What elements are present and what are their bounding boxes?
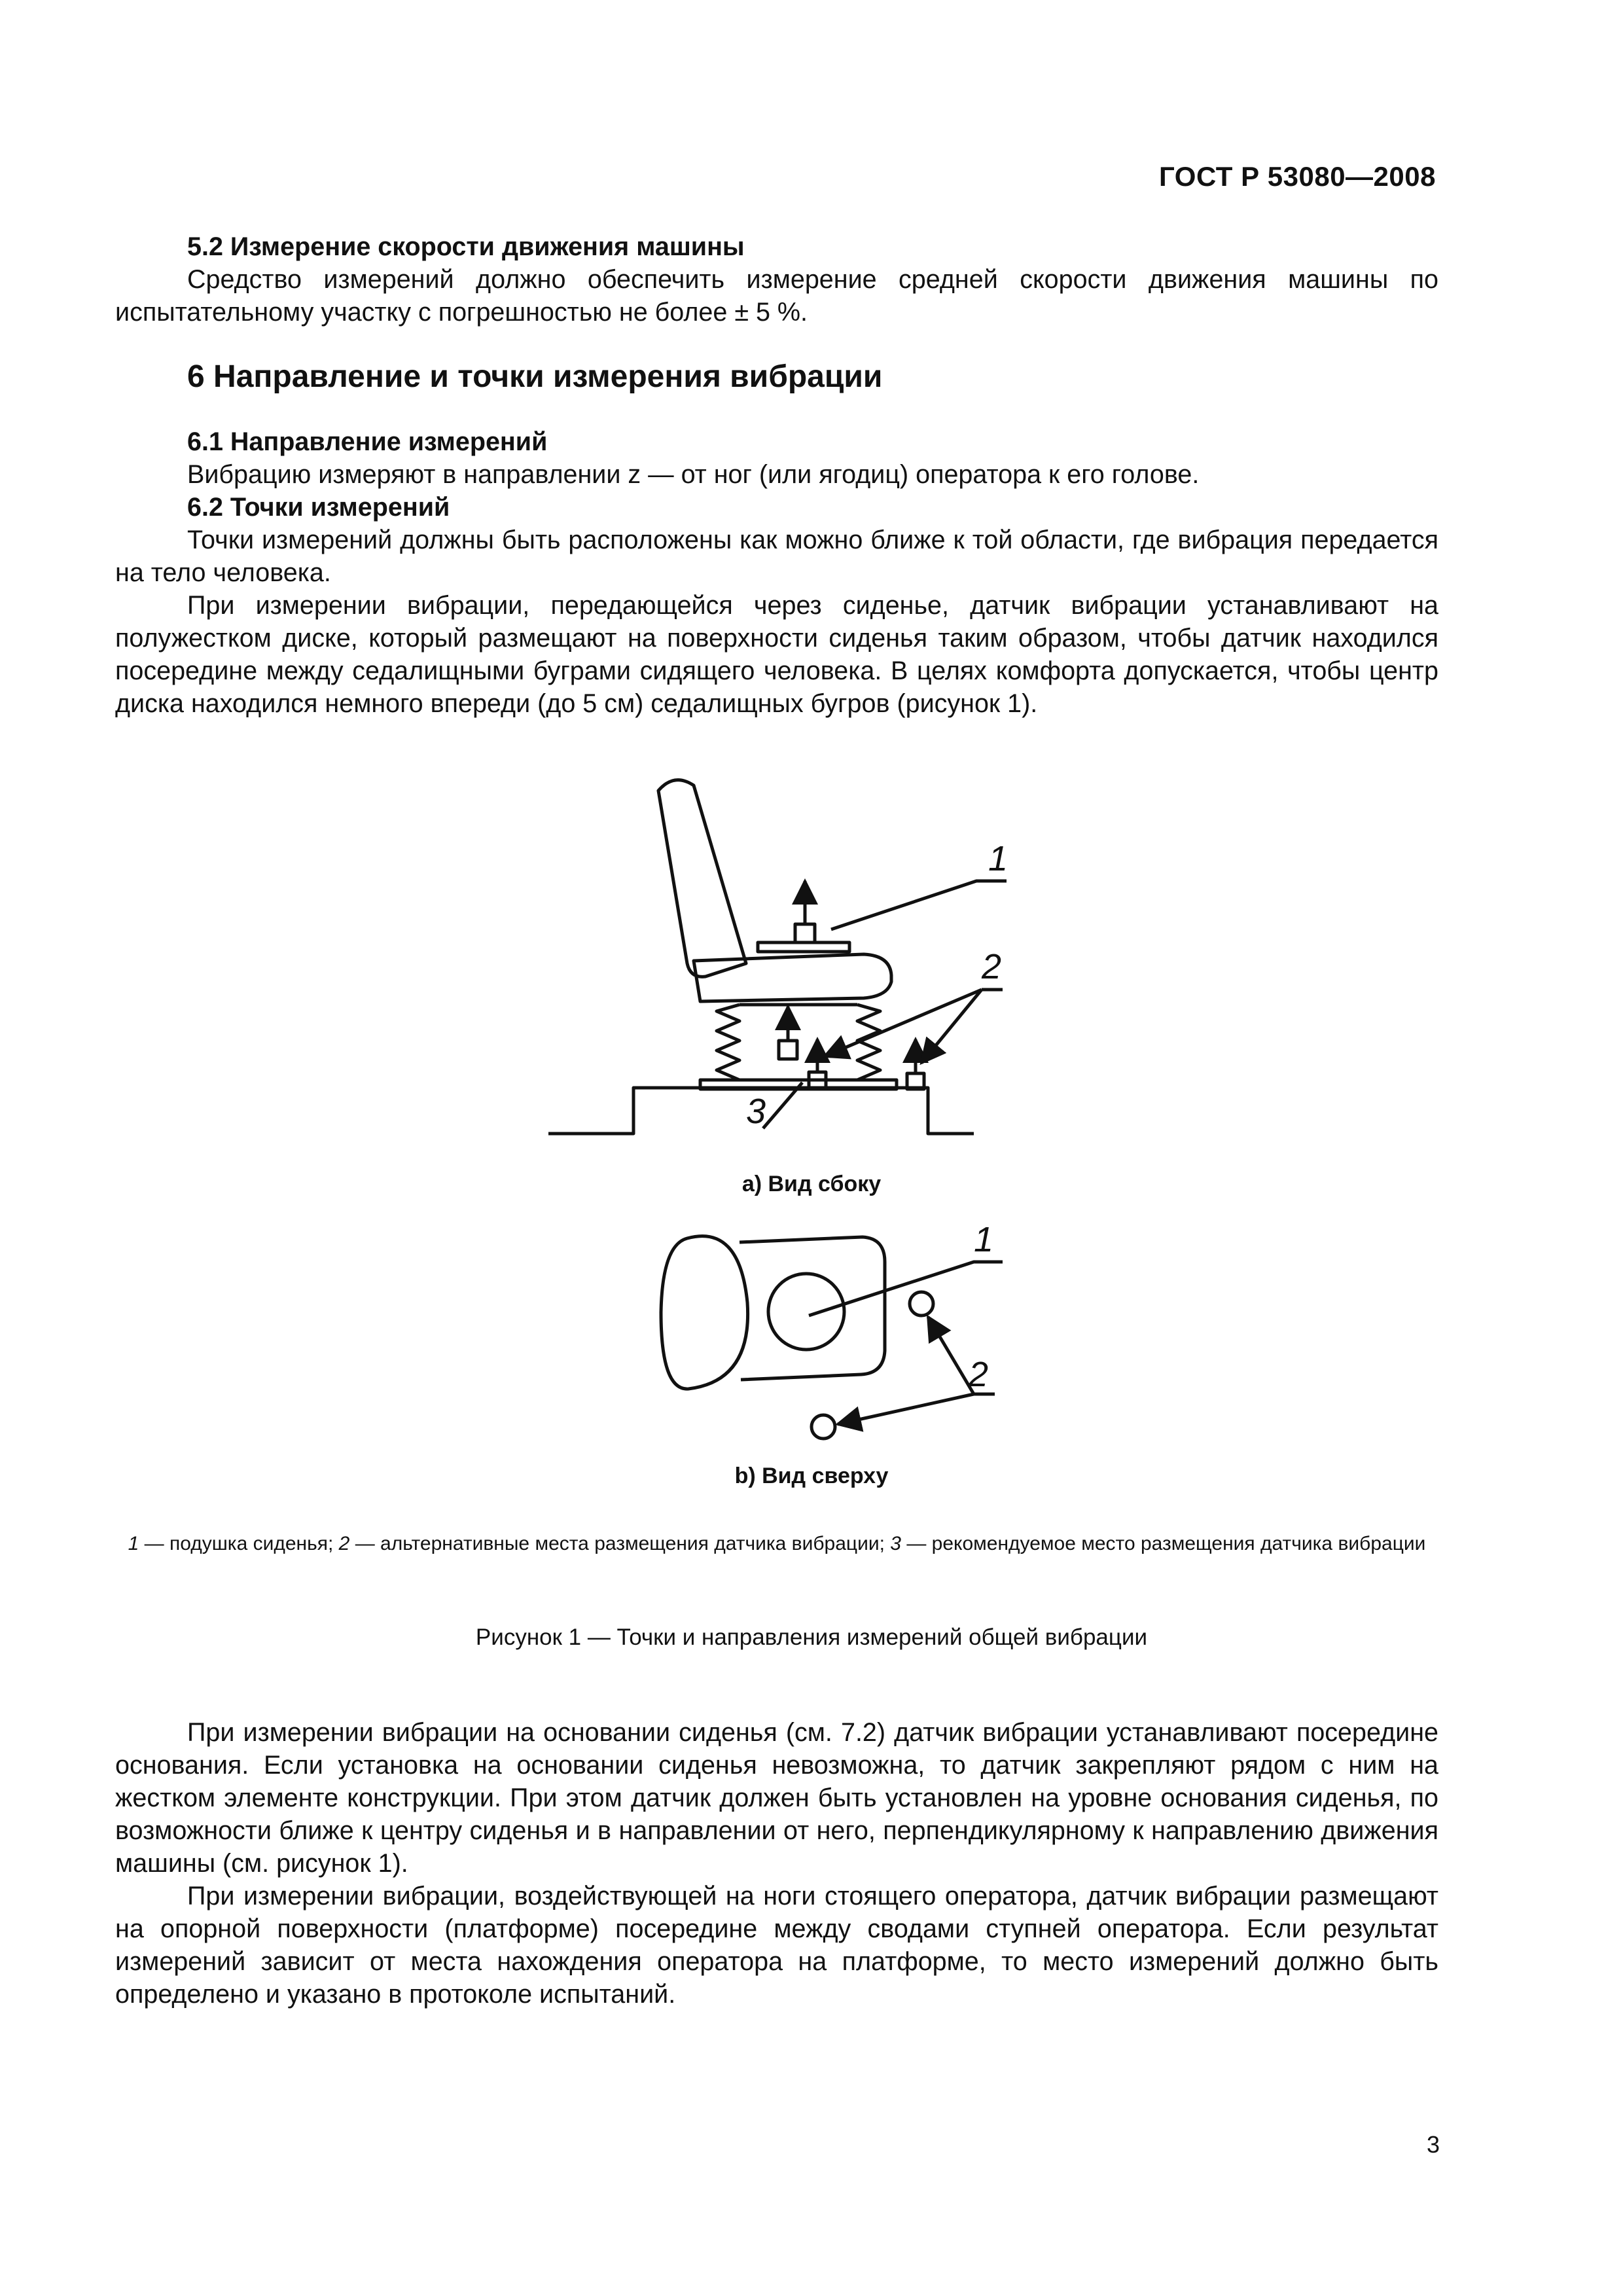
suspension-sensor bbox=[779, 1041, 797, 1059]
legend-text-3: — рекомендуемое место размещения датчика вибрации bbox=[901, 1533, 1426, 1554]
top-sensor-disc bbox=[768, 1274, 844, 1350]
section-6-2-paragraph-1: Точки измерений должны быть расположены как можно ближе к той области, где вибрация передается на тело человека. bbox=[115, 526, 1438, 587]
section-6-1-text: Вибрацию измеряют в направлении z — от ног (или ягодиц) оператора к его голове. bbox=[187, 460, 1200, 489]
bellows-left bbox=[717, 1005, 740, 1080]
top-alt-sensor-bottom bbox=[812, 1415, 835, 1439]
after-figure-paragraph-1: При измерении вибрации на основании сиденья (см. 7.2) датчик вибрации устанавливают посередине основания. Если установка на основании сиденья невозможна, то датчик закрепляют рядом с ним на жестком элементе конструкции. При этом датчик должен быть установлен на уровне основания сиденья, по возможности ближе к центру сиденья и в направлении от него, перпендикулярному к направлению движения машины (см. рисунок 1). bbox=[115, 1718, 1438, 1878]
section-6-2-heading: 6.2 Точки измерений bbox=[187, 493, 450, 522]
section-6-1-heading: 6.1 Направление измерений bbox=[187, 427, 548, 456]
after-figure-body bbox=[115, 1716, 1438, 2011]
section-5-2-heading: 5.2 Измерение скорости движения машины bbox=[187, 232, 745, 261]
callout-2-side: 2 bbox=[982, 947, 1002, 986]
cushion-sensor bbox=[795, 924, 815, 942]
callout-3-side: 3 bbox=[746, 1092, 766, 1131]
after-figure-paragraph-2: При измерении вибрации, воздействующей на ноги стоящего оператора, датчик вибрации размещают на опорной поверхности (платформе) посередине между сводами ступней оператора. Если результат измерений зависит от места нахождения оператора на платформе, то место измерений должно быть определено и указано в протоколе испытаний. bbox=[115, 1882, 1438, 2009]
top-cushion bbox=[740, 1237, 885, 1380]
legend-num-2: 2 bbox=[338, 1533, 350, 1554]
callout-1-side: 1 bbox=[988, 839, 1008, 878]
section-6-2-paragraph-2: При измерении вибрации, передающейся через сиденье, датчик вибрации устанавливают на полужестком диске, который размещают на поверхности сиденья таким образом, чтобы датчик находился посередине между седалищными буграми сидящего человека. В целях комфорта допускается, чтобы центр диска находился немного впереди (до 5 см) седалищных бугров (рисунок 1). bbox=[115, 591, 1438, 718]
figure-legend bbox=[115, 1529, 1438, 1559]
seat-cushion bbox=[694, 954, 891, 1001]
callout-2-top: 2 bbox=[969, 1355, 989, 1394]
top-backrest bbox=[661, 1236, 748, 1389]
callout-1-top: 1 bbox=[974, 1220, 994, 1259]
figure-subcaption-b: b) Вид сверху bbox=[734, 1463, 889, 1488]
figure-caption: Рисунок 1 — Точки и направления измерений общей вибрации bbox=[475, 1624, 1148, 1650]
section-5-2 bbox=[115, 230, 1438, 329]
legend-text-1: — подушка сиденья; bbox=[139, 1533, 339, 1554]
legend-num-3: 3 bbox=[890, 1533, 901, 1554]
section-5-2-text: Средство измерений должно обеспечить измерение средней скорости движения машины по испытательному участку с погрешностью не более ± 5 %. bbox=[115, 265, 1438, 327]
leader-1-side bbox=[831, 881, 1007, 929]
section-6-title: 6 Направление и точки измерения вибрации bbox=[187, 359, 883, 394]
figure-1-drawing bbox=[0, 753, 1623, 1505]
section-6-body bbox=[115, 425, 1438, 720]
top-alt-sensor-right bbox=[910, 1292, 933, 1316]
seat-backrest bbox=[658, 780, 746, 977]
legend-text-2: — альтернативные места размещения датчика вибрации; bbox=[349, 1533, 891, 1554]
figure-1 bbox=[0, 753, 1623, 1505]
page-number: 3 bbox=[1426, 2131, 1440, 2158]
document-id: ГОСТ Р 53080—2008 bbox=[1159, 161, 1436, 192]
legend-num-1: 1 bbox=[128, 1533, 139, 1554]
figure-subcaption-a: а) Вид сбоку bbox=[741, 1172, 882, 1196]
